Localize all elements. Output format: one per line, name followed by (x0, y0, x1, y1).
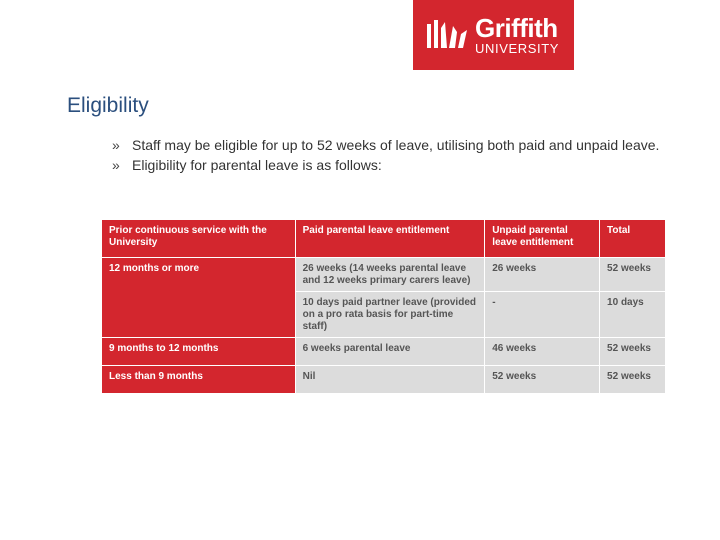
total-cell: 52 weeks (600, 366, 666, 394)
unpaid-cell: 46 weeks (485, 338, 600, 366)
bullet-mark: » (112, 157, 120, 173)
unpaid-cell: 26 weeks (485, 258, 600, 292)
bullet-mark: » (112, 137, 120, 153)
griffith-logo (413, 0, 574, 70)
total-cell: 52 weeks (600, 338, 666, 366)
logo-subtitle: UNIVERSITY (475, 41, 560, 56)
parental-leave-table (101, 219, 666, 394)
paid-cell: Nil (295, 366, 485, 394)
bullet-item (112, 157, 672, 173)
total-cell: 52 weeks (600, 258, 666, 292)
service-cell: 9 months to 12 months (102, 338, 296, 366)
table-row (102, 258, 666, 292)
paid-cell: 6 weeks parental leave (295, 338, 485, 366)
unpaid-cell: 52 weeks (485, 366, 600, 394)
header-unpaid-leave: Unpaid parental leave entitlement (485, 220, 600, 258)
header-total: Total (600, 220, 666, 258)
logo-name: Griffith (475, 13, 558, 43)
bullet-item (112, 137, 672, 153)
bullet-list (112, 137, 672, 177)
paid-cell: 26 weeks (14 weeks parental leave and 12 weeks primary carers leave) (295, 258, 485, 292)
table-row (102, 338, 666, 366)
griffith-crest-icon (425, 18, 469, 52)
bullet-text: Eligibility for parental leave is as follows: (132, 157, 382, 173)
table-row (102, 366, 666, 394)
header-prior-service: Prior continuous service with the University (102, 220, 296, 258)
table-header-row (102, 220, 666, 258)
service-cell: 12 months or more (102, 258, 296, 338)
paid-cell: 10 days paid partner leave (provided on a pro rata basis for part-time staff) (295, 292, 485, 338)
unpaid-cell: - (485, 292, 600, 338)
bullet-text: Staff may be eligible for up to 52 weeks of leave, utilising both paid and unpaid leave. (132, 137, 660, 153)
header-paid-leave: Paid parental leave entitlement (295, 220, 485, 258)
slide-heading: Eligibility (67, 94, 149, 117)
service-cell: Less than 9 months (102, 366, 296, 394)
total-cell: 10 days (600, 292, 666, 338)
